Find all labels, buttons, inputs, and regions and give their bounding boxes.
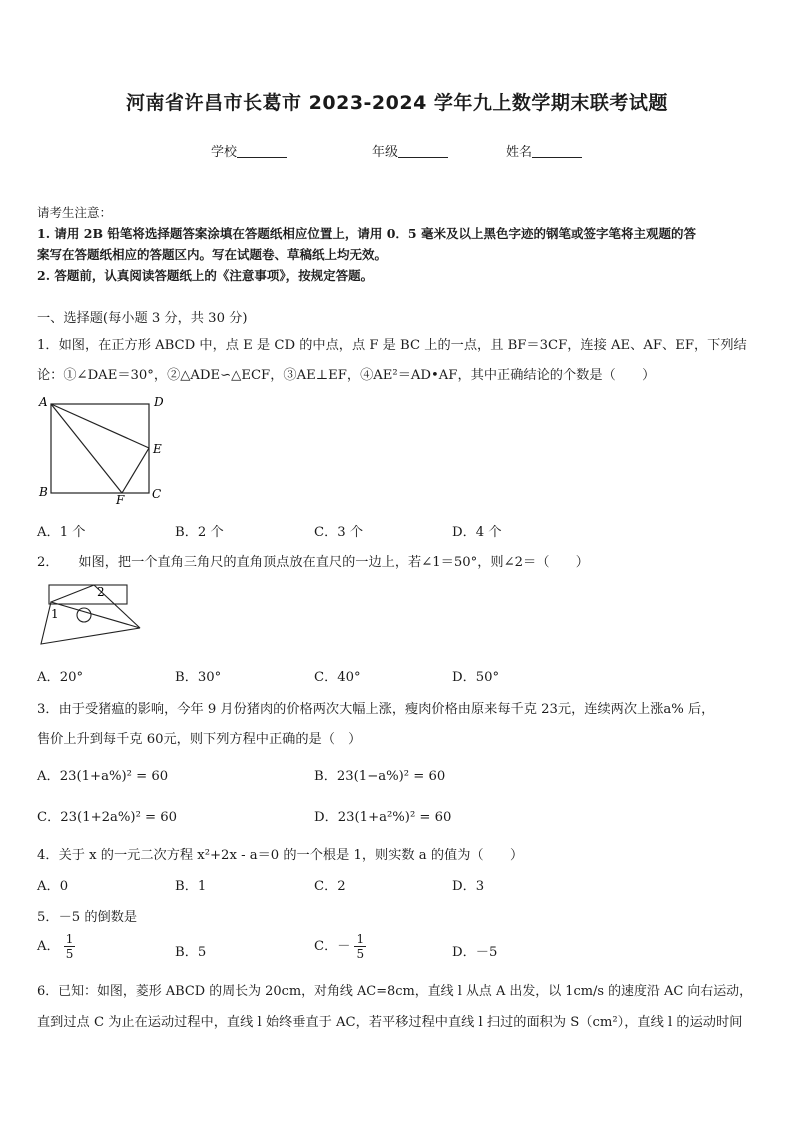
label-c: C: [152, 487, 162, 501]
label-e: E: [153, 442, 162, 456]
q5-option-a-prefix: A．: [37, 939, 60, 954]
q5-option-c: [314, 932, 366, 961]
q2-option-c: C．40°: [314, 670, 361, 685]
q3-option-c: C．23(1+2a%)² = 60: [37, 810, 178, 825]
grade-label: 年级: [372, 145, 399, 160]
q1-option-a: A．1 个: [37, 525, 86, 540]
name-label: 姓名: [506, 145, 533, 160]
q4-option-c: C．2: [314, 879, 346, 894]
segment-ef: [122, 448, 149, 493]
school-blank: [237, 143, 287, 158]
q6-text-line-2: 直到过点 C 为止在运动过程中，直线 l 始终垂直于 AC，若平移过程中直线 l 扫过的面积为 S（cm²），直线 l 的运动时间: [37, 1015, 743, 1030]
q5-option-a: [37, 932, 75, 961]
q3-text-line-2: 售价上升到每千克 60元，则下列方程中正确的是（ ）: [37, 732, 362, 747]
page-title: 河南省许昌市长葛市 2023-2024 学年九上数学期末联考试题: [126, 92, 668, 114]
label-a: A: [39, 395, 48, 409]
section-heading: 一、选择题(每小题 3 分，共 30 分): [37, 311, 248, 326]
q2-option-b: B．30°: [175, 670, 222, 685]
q4-option-d: D．3: [452, 879, 485, 894]
label-b: B: [39, 485, 48, 499]
q5-option-a-denominator: 5: [65, 947, 74, 961]
q3-option-b: B．23(1−a%)² = 60: [314, 769, 446, 784]
q4-option-a: A．0: [37, 879, 69, 894]
q1-option-b: B．2 个: [175, 525, 224, 540]
q5-option-b: B．5: [175, 945, 207, 960]
segment-ae: [51, 404, 149, 448]
angle-2-label: 2: [97, 585, 105, 599]
q2-ruler-triangle-figure: [36, 580, 146, 650]
q5-option-d: D．－5: [452, 945, 498, 960]
q1-text-line-2: 论：①∠DAE＝30°，②△ADE∽△ECF，③AE⊥EF，④AE²＝AD•AF，其中正确结论的个数是（ ）: [37, 368, 656, 383]
q1-text-line-1: 1．如图，在正方形 ABCD 中，点 E 是 CD 的中点，点 F 是 BC 上的一点，且 BF＝3CF，连接 AE、AF、EF，下列结: [37, 338, 747, 353]
q5-text: 5．－5 的倒数是: [37, 910, 138, 925]
q4-option-b: B．1: [175, 879, 207, 894]
q5-option-c-prefix: C．－: [314, 939, 351, 954]
q3-text-line-1: 3．由于受猪瘟的影响，今年 9 月份猪肉的价格两次大幅上涨，瘦肉价格由原来每千克 23元，连续两次上涨a% 后，: [37, 702, 715, 717]
q5-option-c-numerator: 1: [356, 932, 365, 946]
label-f: F: [116, 493, 125, 507]
q3-option-a: A．23(1+a%)² = 60: [37, 769, 169, 784]
triangle-edge: [51, 585, 94, 602]
square-abcd: [51, 404, 149, 493]
q2-option-a: A．20°: [37, 670, 84, 685]
triangle-hole: [77, 608, 91, 622]
notice-line-2: 案写在答题纸相应的答题区内。写在试题卷、草稿纸上均无效。: [37, 247, 388, 262]
q5-option-c-fraction: [354, 932, 366, 961]
grade-blank: [398, 143, 448, 158]
q4-text: 4．关于 x 的一元二次方程 x²+2x - a＝0 的一个根是 1，则实数 a 的值为（ ）: [37, 848, 524, 863]
q2-text: 2． 如图，把一个直角三角尺的直角顶点放在直尺的一边上，若∠1＝50°，则∠2＝（ ）: [37, 555, 589, 570]
q1-option-d: D．4 个: [452, 525, 502, 540]
name-field: [506, 141, 582, 160]
school-label: 学校: [211, 145, 238, 160]
name-blank: [532, 143, 582, 158]
school-field: [211, 141, 287, 160]
notice-line-1: 1. 请用 2B 铅笔将选择题答案涂填在答题纸相应位置上，请用 0．5 毫米及以上黑色字迹的钢笔或签字笔将主观题的答: [37, 226, 696, 241]
q1-square-figure: [36, 392, 166, 507]
q2-option-d: D．50°: [452, 670, 500, 685]
q5-option-a-numerator: 1: [65, 932, 74, 946]
q6-text-line-1: 6．已知：如图，菱形 ABCD 的周长为 20cm，对角线 AC=8cm，直线 l 从点 A 出发，以 1cm/s 的速度沿 AC 向右运动，: [37, 984, 753, 999]
label-d: D: [154, 395, 164, 409]
segment-af: [51, 404, 122, 493]
grade-field: [372, 141, 448, 160]
angle-1-label: 1: [51, 607, 59, 621]
q3-option-d: D．23(1+a²%)² = 60: [314, 810, 452, 825]
notice-line-3: 2. 答题前，认真阅读答题纸上的《注意事项》，按规定答题。: [37, 268, 374, 283]
q5-option-a-fraction: [64, 932, 76, 961]
notice-heading: 请考生注意：: [37, 205, 113, 220]
q5-option-c-denominator: 5: [356, 947, 365, 961]
q1-option-c: C．3 个: [314, 525, 364, 540]
